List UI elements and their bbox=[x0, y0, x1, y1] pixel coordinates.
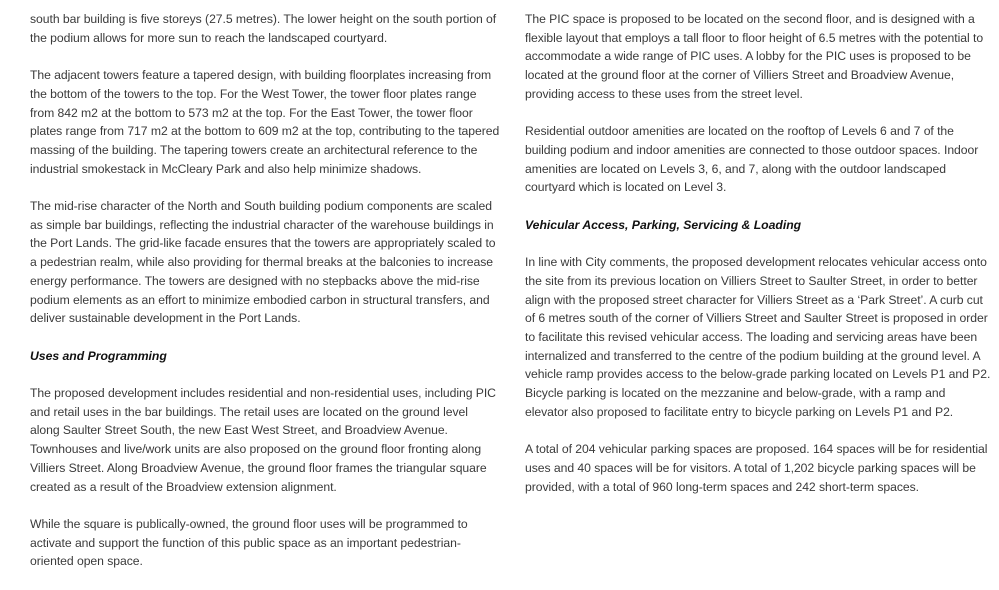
paragraph-public-square: While the square is publically-owned, the ground floor uses will be programmed to activate and support the function of this public space as an important pedestrian-oriented open space. bbox=[30, 516, 468, 569]
paragraph-vehicular-access: In line with City comments, the proposed development relocates vehicular access onto the site from its previous location on Villiers Street to Saulter Street, in order to better align with the proposed street character for Villiers Street as a ‘Park Street’. A curb cut of 6 metres south of the corner of Villiers Street and Saulter Street is proposed in order to facilitate this revised vehicular access. The loading and servicing areas have been internalized and transferred to the centre of the podium building at the ground level. A vehicle ramp provides access to the below-grade parking located on Levels P1 and P2. Bicycle parking is located on the mezzanine and below-grade, with a ramp and elevator also proposed to facilitate entry to bicycle parking on Levels P1 and P2. bbox=[525, 255, 991, 419]
heading-vehicular-access: Vehicular Access, Parking, Servicing & Loading bbox=[525, 217, 802, 232]
paragraph-pic-space: The PIC space is proposed to be located on the second floor, and is designed with a flexible layout that employs a tall floor to floor height of 6.5 metres with the potential to accommodate a wide range of PIC uses. A lobby for the PIC uses is proposed to be located at the ground floor at the corner of Villiers Street and Broadview Avenue, providing access to these uses from the street level. bbox=[525, 12, 984, 101]
paragraph-proposed-uses: The proposed development includes residential and non-residential uses, including PIC and retail uses in the bar buildings. The retail uses are located on the ground level along Saulter Street South, the new East West Street, and Broadview Avenue. Townhouses and live/work units are also proposed on the ground floor fronting along Villiers Street. Along Broadview Avenue, the ground floor frames the triangular square created as a result of the Broadview extension alignment. bbox=[30, 386, 496, 494]
paragraph-parking-totals: A total of 204 vehicular parking spaces are proposed. 164 spaces will be for residential uses and 40 spaces will be for visitors. A total of 1,202 bicycle parking spaces will be provided, with a total of 960 long-term spaces and 242 short-term spaces. bbox=[525, 442, 988, 494]
right-column bbox=[525, 10, 991, 515]
paragraph-amenities: Residential outdoor amenities are located on the rooftop of Levels 6 and 7 of the building podium and indoor amenities are connected to those outdoor spaces. Indoor amenities are located on Levels 3, 6, and 7, along with the outdoor landscaped courtyard which is located on Level 3. bbox=[525, 124, 979, 195]
heading-uses-programming: Uses and Programming bbox=[30, 348, 167, 363]
paragraph-tapered-towers: The adjacent towers feature a tapered design, with building floorplates increasing from the bottom of the towers to the top. For the West Tower, the tower floor plates range from 842 m2 at the bottom to 573 m2 at the top. For the East Tower, the tower floor plates range from 717 m2 at the bottom to 609 m2 at the top, contributing to the tapered massing of the building. The tapering towers create an architectural reference to the industrial smokestack in McCleary Park and also help minimize shadows. bbox=[30, 68, 500, 176]
paragraph-podium-height: south bar building is five storeys (27.5 metres). The lower height on the south portion of the podium allows for more sun to reach the landscaped courtyard. bbox=[30, 12, 497, 45]
paragraph-mid-rise-character: The mid-rise character of the North and South building podium components are scaled as simple bar buildings, reflecting the industrial character of the warehouse buildings in the Port Lands. The grid-like facade ensures that the towers are appropriately scaled to a pedestrian realm, while also providing for thermal breaks at the balconies to increase energy performance. The towers are designed with no stepbacks above the mid-rise podium elements as an effort to minimize embodied carbon in structural transfers, and deliver sustainable development in the Port Lands. bbox=[30, 199, 496, 326]
left-column bbox=[30, 10, 500, 590]
